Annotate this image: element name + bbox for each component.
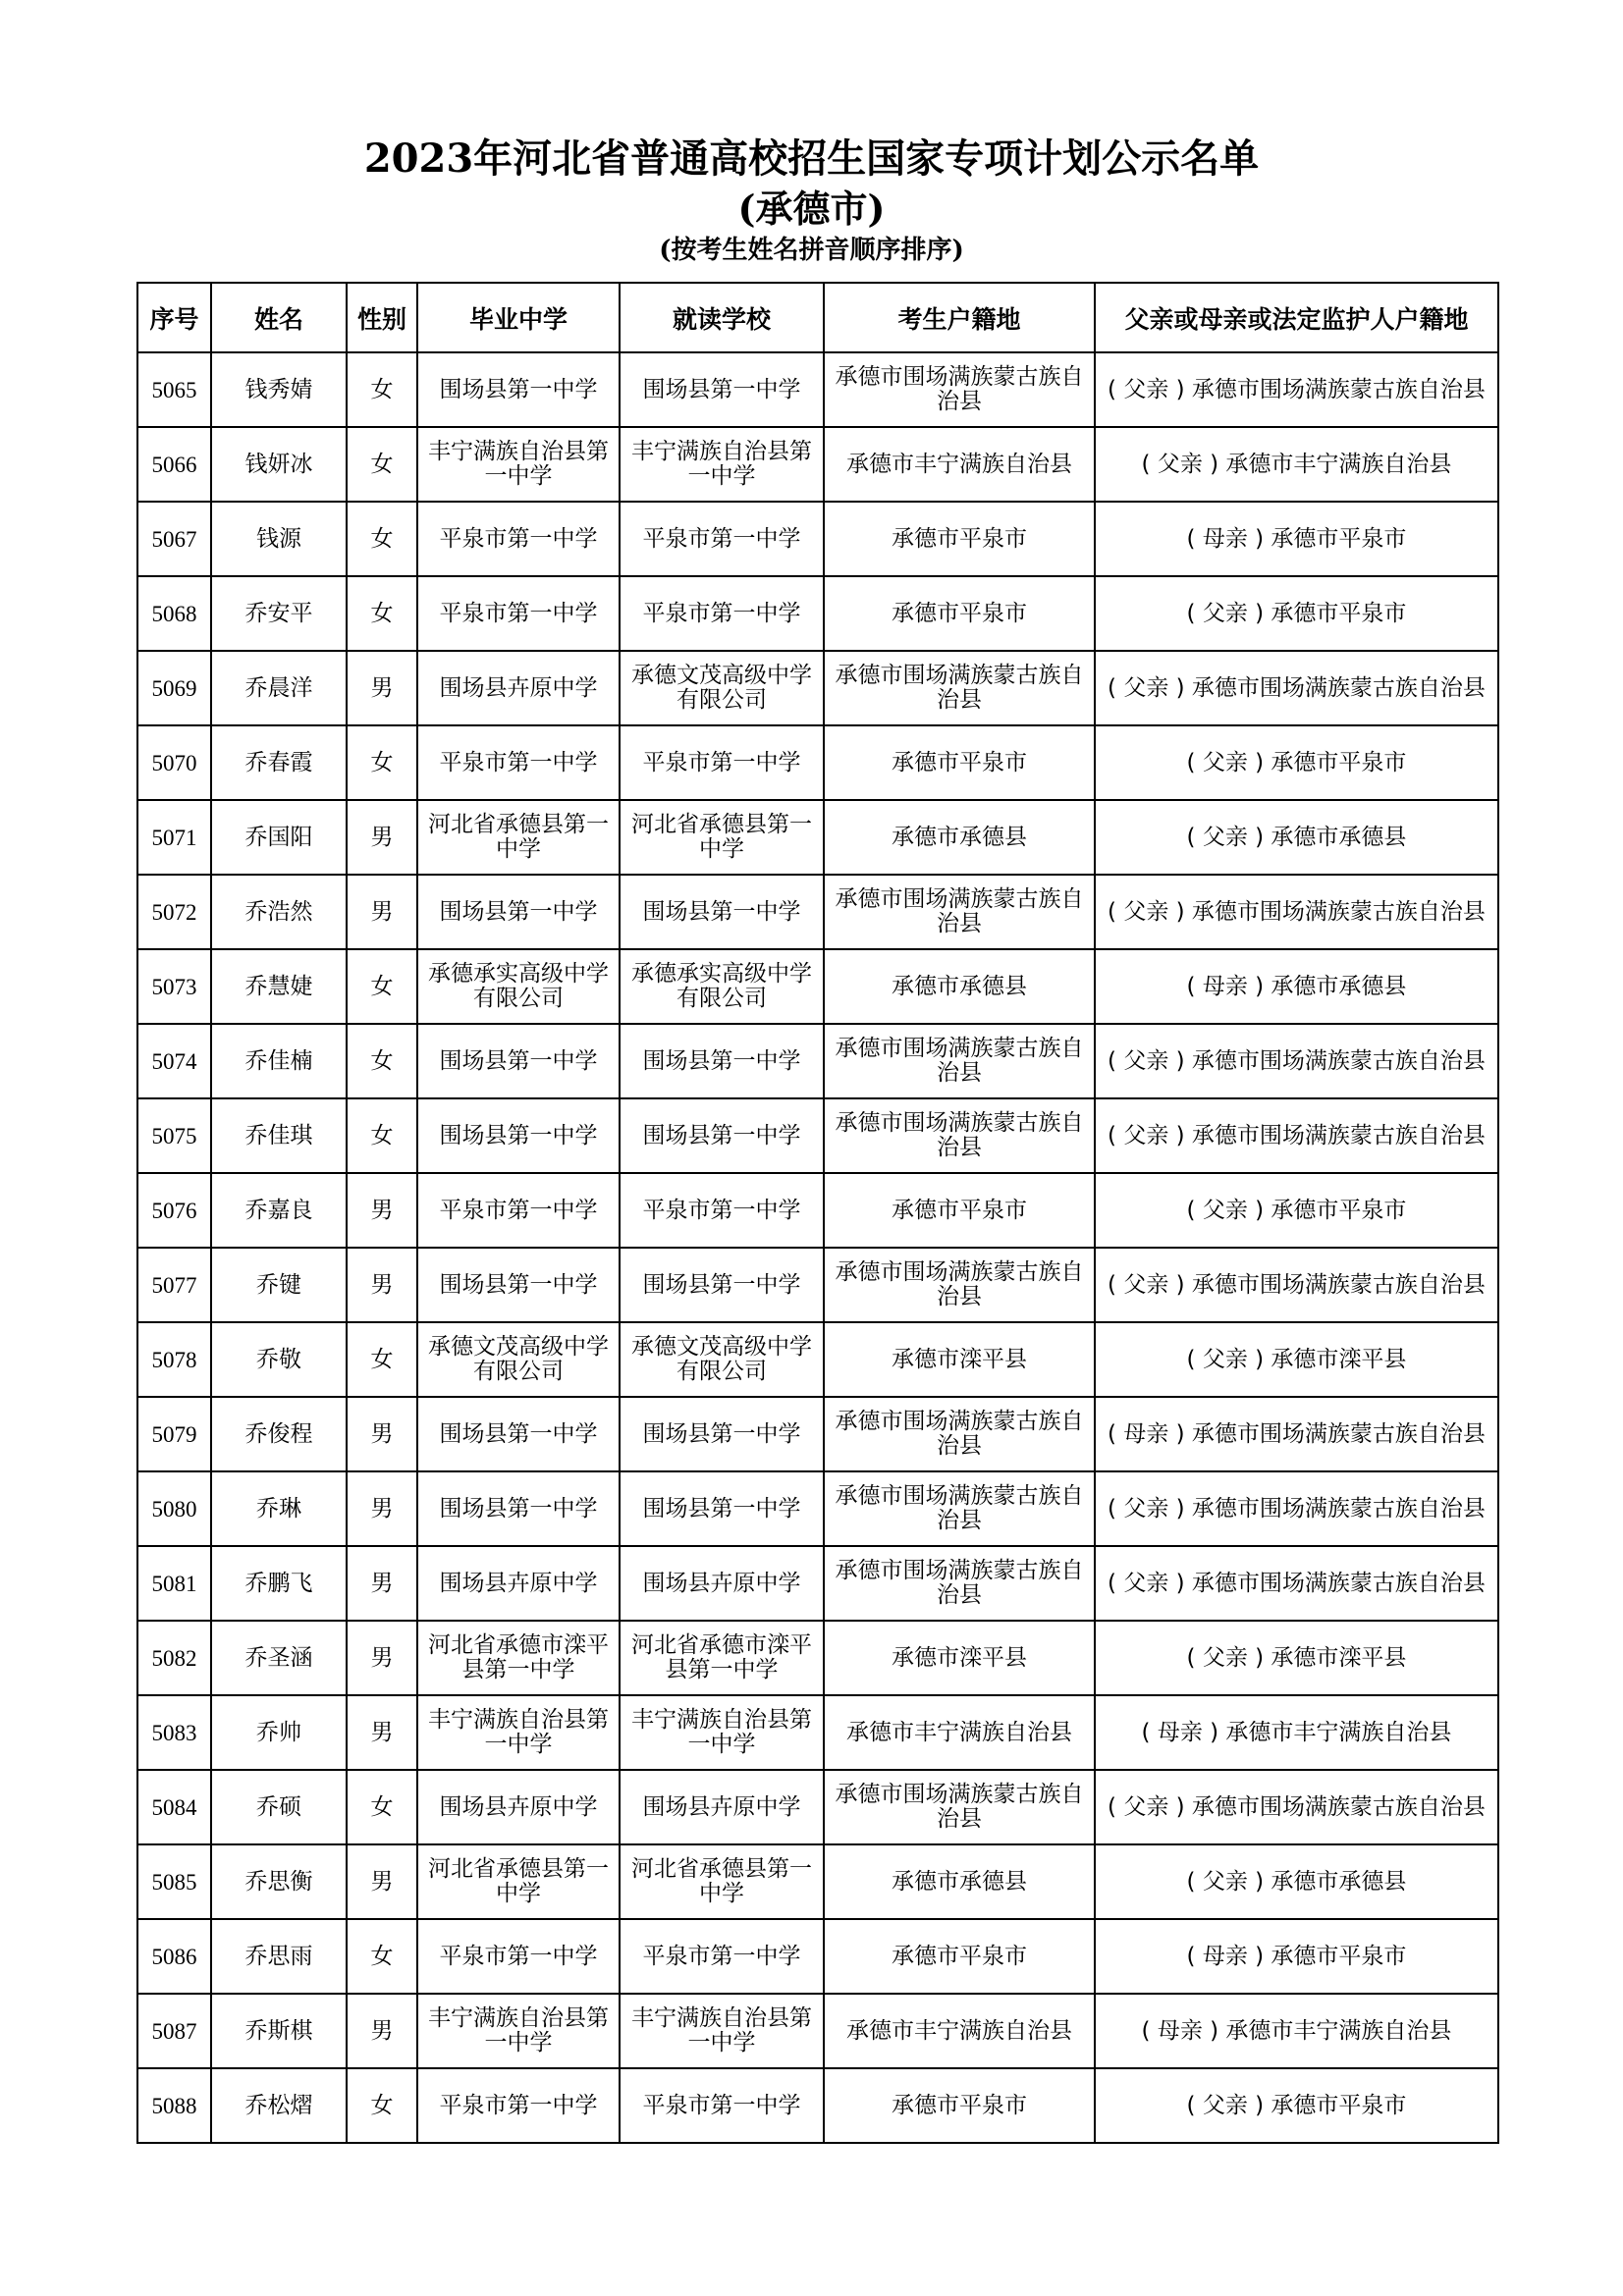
cell-serial: 5077 [137,1248,211,1322]
cell-guardian-registration: ( 父亲 ) 承德市平泉市 [1095,2068,1498,2143]
cell-name: 乔俊程 [211,1397,347,1471]
cell-serial: 5079 [137,1397,211,1471]
cell-guardian-registration: ( 母亲 ) 承德市承德县 [1095,949,1498,1024]
cell-graduated-school: 承德文茂高级中学有限公司 [417,1322,620,1397]
cell-gender: 女 [347,502,417,576]
cell-gender: 女 [347,1770,417,1844]
col-header-guardian-registration: 父亲或母亲或法定监护人户籍地 [1095,283,1498,352]
cell-graduated-school: 平泉市第一中学 [417,1919,620,1994]
cell-name: 钱秀婧 [211,352,347,427]
cell-serial: 5085 [137,1844,211,1919]
cell-gender: 男 [347,1397,417,1471]
cell-name: 乔佳楠 [211,1024,347,1098]
cell-guardian-registration: ( 父亲 ) 承德市围场满族蒙古族自治县 [1095,1770,1498,1844]
cell-guardian-registration: ( 父亲 ) 承德市平泉市 [1095,725,1498,800]
cell-current-school: 平泉市第一中学 [620,2068,824,2143]
cell-graduated-school: 围场县第一中学 [417,352,620,427]
table-row [137,352,1498,427]
cell-guardian-registration: ( 父亲 ) 承德市承德县 [1095,1844,1498,1919]
cell-graduated-school: 丰宁满族自治县第一中学 [417,427,620,502]
cell-serial: 5078 [137,1322,211,1397]
cell-gender: 男 [347,1173,417,1248]
table-row [137,1695,1498,1770]
cell-household-registration: 承德市围场满族蒙古族自治县 [824,1024,1095,1098]
cell-current-school: 丰宁满族自治县第一中学 [620,1994,824,2068]
cell-current-school: 承德文茂高级中学有限公司 [620,1322,824,1397]
cell-name: 乔春霞 [211,725,347,800]
cell-graduated-school: 河北省承德县第一中学 [417,1844,620,1919]
cell-household-registration: 承德市平泉市 [824,1173,1095,1248]
cell-name: 钱源 [211,502,347,576]
table-row [137,2068,1498,2143]
cell-serial: 5082 [137,1621,211,1695]
cell-name: 乔帅 [211,1695,347,1770]
cell-graduated-school: 围场县第一中学 [417,1397,620,1471]
cell-gender: 女 [347,1919,417,1994]
cell-current-school: 平泉市第一中学 [620,1919,824,1994]
cell-gender: 女 [347,352,417,427]
cell-graduated-school: 平泉市第一中学 [417,2068,620,2143]
cell-gender: 女 [347,2068,417,2143]
cell-name: 乔国阳 [211,800,347,875]
table-row [137,651,1498,725]
cell-current-school: 平泉市第一中学 [620,725,824,800]
cell-graduated-school: 围场县第一中学 [417,875,620,949]
cell-guardian-registration: ( 父亲 ) 承德市围场满族蒙古族自治县 [1095,1471,1498,1546]
cell-current-school: 围场县卉原中学 [620,1546,824,1621]
document-subtitle: (承德市) [737,187,886,231]
table-row [137,1994,1498,2068]
cell-household-registration: 承德市围场满族蒙古族自治县 [824,1397,1095,1471]
cell-current-school: 平泉市第一中学 [620,576,824,651]
cell-graduated-school: 平泉市第一中学 [417,502,620,576]
cell-guardian-registration: ( 父亲 ) 承德市围场满族蒙古族自治县 [1095,651,1498,725]
cell-household-registration: 承德市滦平县 [824,1322,1095,1397]
cell-current-school: 围场县第一中学 [620,875,824,949]
cell-graduated-school: 围场县卉原中学 [417,651,620,725]
col-header-serial: 序号 [137,283,211,352]
cell-gender: 女 [347,576,417,651]
cell-guardian-registration: ( 母亲 ) 承德市围场满族蒙古族自治县 [1095,1397,1498,1471]
cell-current-school: 围场县第一中学 [620,1248,824,1322]
cell-household-registration: 承德市围场满族蒙古族自治县 [824,1471,1095,1546]
cell-household-registration: 承德市围场满族蒙古族自治县 [824,1546,1095,1621]
cell-serial: 5073 [137,949,211,1024]
cell-graduated-school: 丰宁满族自治县第一中学 [417,1994,620,2068]
cell-current-school: 承德承实高级中学有限公司 [620,949,824,1024]
cell-household-registration: 承德市围场满族蒙古族自治县 [824,651,1095,725]
cell-name: 乔斯棋 [211,1994,347,2068]
cell-name: 乔浩然 [211,875,347,949]
cell-serial: 5070 [137,725,211,800]
cell-name: 钱妍冰 [211,427,347,502]
cell-gender: 女 [347,427,417,502]
cell-guardian-registration: ( 父亲 ) 承德市围场满族蒙古族自治县 [1095,1098,1498,1173]
cell-household-registration: 承德市平泉市 [824,2068,1095,2143]
cell-gender: 女 [347,1322,417,1397]
cell-graduated-school: 围场县第一中学 [417,1471,620,1546]
cell-gender: 男 [347,1546,417,1621]
col-header-gender: 性别 [347,283,417,352]
cell-name: 乔佳琪 [211,1098,347,1173]
cell-name: 乔敬 [211,1322,347,1397]
cell-current-school: 河北省承德县第一中学 [620,800,824,875]
cell-name: 乔键 [211,1248,347,1322]
cell-serial: 5080 [137,1471,211,1546]
col-header-graduated-school: 毕业中学 [417,283,620,352]
table-row [137,1248,1498,1322]
cell-name: 乔慧婕 [211,949,347,1024]
cell-name: 乔琳 [211,1471,347,1546]
table-row [137,800,1498,875]
cell-guardian-registration: ( 父亲 ) 承德市滦平县 [1095,1621,1498,1695]
cell-household-registration: 承德市围场满族蒙古族自治县 [824,1248,1095,1322]
cell-guardian-registration: ( 母亲 ) 承德市平泉市 [1095,1919,1498,1994]
table-row [137,875,1498,949]
cell-current-school: 平泉市第一中学 [620,502,824,576]
cell-graduated-school: 承德承实高级中学有限公司 [417,949,620,1024]
cell-household-registration: 承德市围场满族蒙古族自治县 [824,875,1095,949]
cell-gender: 女 [347,1098,417,1173]
cell-current-school: 围场县卉原中学 [620,1770,824,1844]
cell-household-registration: 承德市平泉市 [824,502,1095,576]
cell-graduated-school: 围场县第一中学 [417,1248,620,1322]
cell-name: 乔松熠 [211,2068,347,2143]
table-row [137,1173,1498,1248]
cell-gender: 男 [347,875,417,949]
sort-note: (按考生姓名拼音顺序排序) [659,236,964,265]
cell-guardian-registration: ( 父亲 ) 承德市围场满族蒙古族自治县 [1095,352,1498,427]
cell-serial: 5071 [137,800,211,875]
table-row [137,427,1498,502]
table-row [137,1098,1498,1173]
cell-gender: 男 [347,1471,417,1546]
cell-name: 乔圣涵 [211,1621,347,1695]
table-row [137,576,1498,651]
cell-serial: 5076 [137,1173,211,1248]
cell-serial: 5083 [137,1695,211,1770]
cell-current-school: 围场县第一中学 [620,1471,824,1546]
cell-graduated-school: 平泉市第一中学 [417,576,620,651]
cell-current-school: 围场县第一中学 [620,1024,824,1098]
cell-household-registration: 承德市平泉市 [824,576,1095,651]
cell-name: 乔硕 [211,1770,347,1844]
cell-name: 乔安平 [211,576,347,651]
cell-serial: 5065 [137,352,211,427]
cell-graduated-school: 平泉市第一中学 [417,725,620,800]
cell-current-school: 围场县第一中学 [620,352,824,427]
table-row [137,1546,1498,1621]
cell-gender: 男 [347,1248,417,1322]
cell-guardian-registration: ( 父亲 ) 承德市滦平县 [1095,1322,1498,1397]
table-row [137,1471,1498,1546]
cell-guardian-registration: ( 父亲 ) 承德市围场满族蒙古族自治县 [1095,1024,1498,1098]
cell-graduated-school: 丰宁满族自治县第一中学 [417,1695,620,1770]
table-header-row [137,283,1498,352]
cell-household-registration: 承德市围场满族蒙古族自治县 [824,1770,1095,1844]
cell-household-registration: 承德市平泉市 [824,725,1095,800]
table-row [137,1322,1498,1397]
cell-graduated-school: 河北省承德县第一中学 [417,800,620,875]
cell-gender: 男 [347,1695,417,1770]
cell-serial: 5087 [137,1994,211,2068]
cell-name: 乔鹏飞 [211,1546,347,1621]
table-row [137,1770,1498,1844]
table-row [137,949,1498,1024]
table-row [137,1919,1498,1994]
cell-household-registration: 承德市滦平县 [824,1621,1095,1695]
cell-gender: 女 [347,1024,417,1098]
cell-gender: 女 [347,949,417,1024]
cell-current-school: 平泉市第一中学 [620,1173,824,1248]
cell-guardian-registration: ( 父亲 ) 承德市承德县 [1095,800,1498,875]
roster-table [136,282,1499,2144]
cell-serial: 5068 [137,576,211,651]
cell-current-school: 围场县第一中学 [620,1098,824,1173]
table-body [137,352,1498,2143]
table-row [137,502,1498,576]
cell-graduated-school: 围场县第一中学 [417,1024,620,1098]
cell-guardian-registration: ( 父亲 ) 承德市围场满族蒙古族自治县 [1095,1546,1498,1621]
cell-serial: 5075 [137,1098,211,1173]
document-title: 2023年河北省普通高校招生国家专项计划公示名单 [363,135,1260,182]
cell-guardian-registration: ( 父亲 ) 承德市围场满族蒙古族自治县 [1095,1248,1498,1322]
cell-guardian-registration: ( 父亲 ) 承德市平泉市 [1095,576,1498,651]
cell-household-registration: 承德市平泉市 [824,1919,1095,1994]
cell-graduated-school: 围场县第一中学 [417,1098,620,1173]
table-row [137,1621,1498,1695]
cell-household-registration: 承德市承德县 [824,800,1095,875]
cell-gender: 男 [347,1844,417,1919]
cell-current-school: 丰宁满族自治县第一中学 [620,427,824,502]
table-row [137,1024,1498,1098]
cell-graduated-school: 围场县卉原中学 [417,1770,620,1844]
cell-gender: 男 [347,651,417,725]
cell-guardian-registration: ( 母亲 ) 承德市平泉市 [1095,502,1498,576]
col-header-current-school: 就读学校 [620,283,824,352]
cell-current-school: 承德文茂高级中学有限公司 [620,651,824,725]
cell-graduated-school: 河北省承德市滦平县第一中学 [417,1621,620,1695]
cell-gender: 男 [347,800,417,875]
cell-name: 乔思雨 [211,1919,347,1994]
col-header-name: 姓名 [211,283,347,352]
cell-guardian-registration: ( 母亲 ) 承德市丰宁满族自治县 [1095,1695,1498,1770]
table-row [137,1844,1498,1919]
cell-guardian-registration: ( 父亲 ) 承德市平泉市 [1095,1173,1498,1248]
cell-graduated-school: 平泉市第一中学 [417,1173,620,1248]
cell-name: 乔晨洋 [211,651,347,725]
cell-guardian-registration: ( 母亲 ) 承德市丰宁满族自治县 [1095,1994,1498,2068]
cell-current-school: 河北省承德市滦平县第一中学 [620,1621,824,1695]
cell-current-school: 河北省承德县第一中学 [620,1844,824,1919]
cell-current-school: 丰宁满族自治县第一中学 [620,1695,824,1770]
table-row [137,725,1498,800]
cell-gender: 男 [347,1994,417,2068]
cell-serial: 5069 [137,651,211,725]
cell-serial: 5086 [137,1919,211,1994]
cell-household-registration: 承德市丰宁满族自治县 [824,1994,1095,2068]
cell-gender: 女 [347,725,417,800]
cell-household-registration: 承德市承德县 [824,949,1095,1024]
cell-household-registration: 承德市丰宁满族自治县 [824,1695,1095,1770]
cell-gender: 男 [347,1621,417,1695]
cell-current-school: 围场县第一中学 [620,1397,824,1471]
cell-serial: 5066 [137,427,211,502]
cell-serial: 5081 [137,1546,211,1621]
cell-name: 乔思衡 [211,1844,347,1919]
cell-graduated-school: 围场县卉原中学 [417,1546,620,1621]
cell-household-registration: 承德市丰宁满族自治县 [824,427,1095,502]
cell-serial: 5072 [137,875,211,949]
table-row [137,1397,1498,1471]
cell-serial: 5084 [137,1770,211,1844]
cell-name: 乔嘉良 [211,1173,347,1248]
cell-household-registration: 承德市承德县 [824,1844,1095,1919]
cell-serial: 5074 [137,1024,211,1098]
col-header-household-registration: 考生户籍地 [824,283,1095,352]
cell-household-registration: 承德市围场满族蒙古族自治县 [824,352,1095,427]
cell-serial: 5067 [137,502,211,576]
cell-serial: 5088 [137,2068,211,2143]
cell-guardian-registration: ( 父亲 ) 承德市围场满族蒙古族自治县 [1095,875,1498,949]
cell-guardian-registration: ( 父亲 ) 承德市丰宁满族自治县 [1095,427,1498,502]
cell-household-registration: 承德市围场满族蒙古族自治县 [824,1098,1095,1173]
